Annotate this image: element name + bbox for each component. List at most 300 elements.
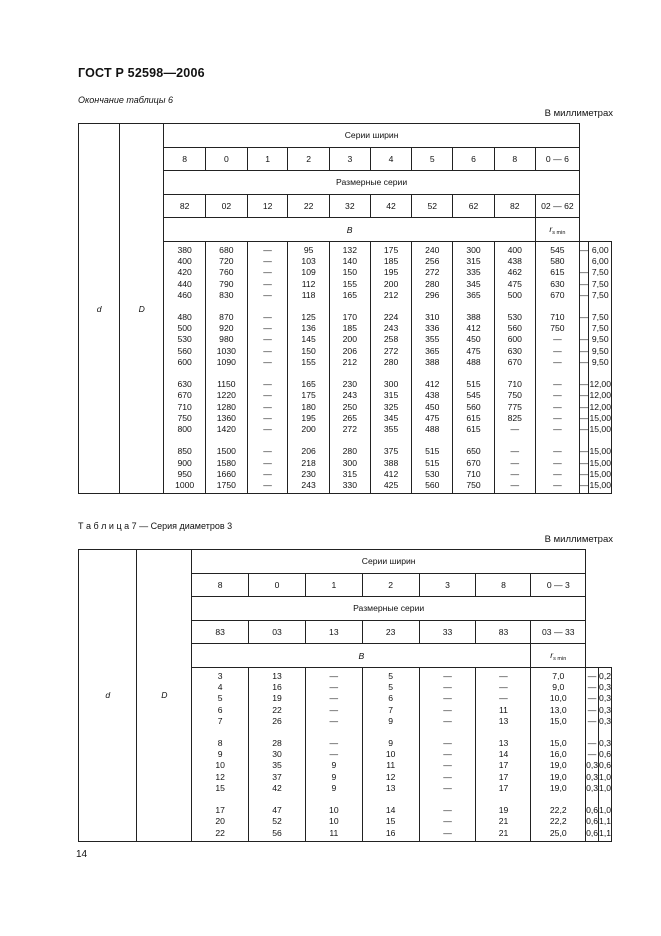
table6-cell: 132 — [342, 244, 357, 255]
table7-head-B-label: B — [358, 650, 365, 661]
table6-cell: 790 — [219, 278, 234, 289]
table6-cell: 480 — [177, 312, 192, 323]
table7-group-gap — [249, 727, 305, 738]
table6-cell: 710 — [466, 468, 481, 479]
table7-cell: 7 — [217, 715, 223, 726]
table6-cell: 145 — [301, 334, 316, 345]
table7-col-6 — [531, 667, 586, 841]
table7-cell: — — [443, 693, 452, 704]
table7-cell: 17 — [498, 760, 509, 771]
table7-cell: 13 — [498, 715, 509, 726]
table7-cell: 5 — [388, 682, 394, 693]
table6-cell: 200 — [383, 278, 399, 289]
table6-cell: — — [553, 457, 562, 468]
table6-group-gap — [536, 435, 579, 446]
table7-cell: 11 — [499, 704, 508, 715]
table7-group-gap — [476, 794, 530, 805]
table6-width-series-7: 6 — [453, 147, 494, 171]
table6-cell: 272 — [425, 267, 440, 278]
table6-group-gap — [248, 435, 288, 446]
table7-cell: 22,2 — [549, 816, 567, 827]
table6-group-gap — [453, 301, 493, 312]
table7-group-gap — [531, 794, 585, 805]
table7-col-3 — [362, 667, 419, 841]
table7-width-series-4: 3 — [419, 573, 476, 597]
table7-group-gap — [192, 727, 248, 738]
table6-head-B — [164, 218, 536, 242]
table6-cell: 1000 — [175, 479, 195, 490]
table6-cell: — — [263, 401, 272, 412]
table6-dim-series-label: Размерные серии — [164, 171, 580, 195]
table6-cell: 530 — [177, 334, 192, 345]
table7-col-7 — [586, 667, 599, 841]
table6-cell: — — [510, 423, 520, 434]
table6-cell: 825 — [507, 412, 522, 423]
table7-cell: 13,0 — [549, 704, 567, 715]
table7-cell: 0,3 — [599, 682, 611, 693]
table6-cell: — — [553, 468, 562, 479]
table7-width-series-0: 8 — [192, 573, 249, 597]
table6-cell: 1030 — [216, 345, 236, 356]
table7-units: В миллиметрах — [544, 534, 613, 545]
table6-cell: — — [579, 423, 589, 434]
table7-col-1 — [249, 667, 306, 841]
table6-width-series-label: Серии ширин — [164, 124, 580, 148]
table7-cell: 28 — [272, 738, 282, 749]
table7-cell: 6 — [217, 704, 223, 715]
table7-cell: 14 — [498, 749, 509, 760]
table6-cell: 230 — [301, 468, 316, 479]
table6-cell: 560 — [466, 401, 481, 412]
table7-cell: 0,3 — [586, 782, 599, 793]
table6-cell: 440 — [177, 278, 192, 289]
table7-col-2 — [305, 667, 362, 841]
table7-cell: 1,1 — [599, 816, 611, 827]
table6-group-gap — [495, 368, 535, 379]
table7-cell: 20 — [215, 816, 225, 827]
table6-dim-series-1: 02 — [206, 194, 248, 218]
table6-cell: 175 — [383, 244, 399, 255]
table7-cell: 13 — [272, 670, 282, 681]
table7-cell: — — [443, 771, 452, 782]
table7-cell: — — [587, 693, 597, 704]
table6-group-gap — [330, 435, 370, 446]
table6-cell: — — [263, 334, 272, 345]
table7-cell: 9 — [331, 771, 337, 782]
table7-cell: 0,6 — [599, 760, 611, 771]
table7-dim-series-1: 03 — [249, 620, 306, 644]
table6-group-gap — [248, 368, 288, 379]
table6-cell: — — [263, 345, 272, 356]
table6-col-2 — [247, 241, 288, 493]
table6-cell: 1420 — [216, 423, 236, 434]
table6-cell: — — [579, 356, 589, 367]
table6-group-gap — [330, 301, 370, 312]
table6-col-0 — [164, 241, 206, 493]
table7-cell: 21 — [498, 816, 509, 827]
table6-cell: 615 — [466, 412, 481, 423]
table6-cell: 212 — [342, 356, 357, 367]
table7-cell: — — [329, 715, 339, 726]
table7-cell: 0,3 — [599, 738, 611, 749]
table7-cell: 22,2 — [549, 805, 567, 816]
table6-group-gap — [453, 368, 493, 379]
table6-cell: — — [579, 457, 589, 468]
table6-group-gap — [164, 301, 205, 312]
table6-cell: 165 — [301, 379, 316, 390]
table6-cell: 136 — [301, 323, 316, 334]
table7-cell: 26 — [272, 715, 282, 726]
table6-group-gap — [288, 435, 328, 446]
table6-cell: 7,50 — [591, 267, 609, 278]
table7-cell: 25,0 — [549, 827, 567, 838]
table7-cell: 9 — [388, 715, 394, 726]
table7-cell: 0,6 — [586, 805, 599, 816]
table6-cell: 400 — [177, 256, 192, 267]
table6-cell: 630 — [507, 345, 522, 356]
table6-cell: — — [579, 446, 589, 457]
table6-cell: 1090 — [216, 356, 236, 367]
table6-cell: — — [579, 468, 589, 479]
table7-cell: 9 — [217, 749, 223, 760]
table6-cell: 280 — [425, 278, 440, 289]
table6-cell — [580, 256, 589, 267]
table7-cell: 12 — [385, 771, 396, 782]
table6-cell: 150 — [301, 345, 316, 356]
table6-cell: 750 — [507, 390, 522, 401]
table6-cell: — — [263, 289, 272, 300]
table6-width-series-3: 2 — [288, 147, 329, 171]
table7-cell: 5 — [217, 693, 223, 704]
table6-cell: 125 — [301, 312, 316, 323]
table7-group-gap — [531, 727, 585, 738]
table7-cell: 15 — [385, 816, 396, 827]
table6-cell: — — [579, 278, 589, 289]
table6-cell: 256 — [425, 256, 440, 267]
table6-cell: 650 — [466, 446, 481, 457]
table6-cell: 388 — [383, 457, 399, 468]
table6-cell: — — [579, 401, 589, 412]
table6-cell: 140 — [342, 256, 357, 267]
table7-cell: — — [499, 670, 508, 681]
table6-cell: — — [579, 334, 589, 345]
table7-width-series-3: 2 — [362, 573, 419, 597]
table6-cell: 345 — [466, 278, 481, 289]
table6-cell: — — [579, 390, 589, 401]
table6-cell: — — [553, 423, 562, 434]
table7-cell: — — [329, 704, 339, 715]
table6-cell: 185 — [342, 323, 357, 334]
table6-cell: — — [263, 390, 272, 401]
table6-cell: — — [579, 244, 589, 255]
table6-cell: 206 — [342, 345, 357, 356]
table6-cell: 200 — [301, 423, 316, 434]
table7-cell: 10 — [385, 749, 396, 760]
table6-cell: 365 — [425, 345, 440, 356]
table6-cell: 15,00 — [589, 457, 611, 468]
table7-width-series-5: 8 — [476, 573, 531, 597]
table6-cell: 300 — [342, 457, 357, 468]
table7-head-d-label: d — [105, 690, 111, 701]
table7-cell: 0,3 — [599, 693, 611, 704]
table7-group-gap — [192, 794, 248, 805]
table6-cell: 345 — [383, 412, 399, 423]
table6-cell: 375 — [383, 446, 399, 457]
table6-width-series-8: 8 — [494, 147, 535, 171]
table6-group-gap — [371, 435, 411, 446]
table6-cell: — — [579, 479, 589, 490]
table7-width-series-6: 0 — 3 — [531, 573, 586, 597]
table6-cell: 7,50 — [591, 312, 609, 323]
table7-head-r-sub: s min — [553, 655, 567, 662]
table6-head-r-sub: s min — [552, 229, 566, 236]
table6-col-5 — [370, 241, 411, 493]
table6-cell: 243 — [383, 323, 399, 334]
table6-cell: 515 — [425, 457, 440, 468]
table6-cell: 258 — [383, 334, 399, 345]
table6-cell: — — [510, 446, 520, 457]
table6-cell: 450 — [466, 334, 481, 345]
table7-cell: 9 — [388, 738, 394, 749]
table7-cell: — — [587, 715, 597, 726]
table6-cell: 515 — [466, 379, 481, 390]
table6-group-gap — [453, 435, 493, 446]
table6-cell: 380 — [177, 244, 192, 255]
table6-cell: — — [553, 479, 562, 490]
table6-width-series-2: 1 — [247, 147, 288, 171]
table6-cell: 315 — [383, 390, 399, 401]
table6-head-D — [120, 124, 164, 494]
table6-group-gap — [580, 368, 589, 379]
table7-cell: — — [443, 738, 452, 749]
table7-group-gap — [599, 727, 611, 738]
table6-cell: 15,00 — [589, 479, 611, 490]
table6-cell: 212 — [383, 289, 399, 300]
table6-group-gap — [288, 368, 328, 379]
table6-head-r — [535, 218, 579, 242]
table6-dim-series-6: 52 — [412, 194, 453, 218]
table6-group-gap — [580, 435, 589, 446]
table6-group-gap — [412, 368, 452, 379]
table6-cell: 670 — [177, 390, 192, 401]
table7-cell: 15,0 — [549, 715, 567, 726]
table6-cell: — — [263, 468, 272, 479]
table6-cell: 670 — [466, 457, 481, 468]
table7-cell: — — [443, 782, 452, 793]
table7-dim-series-label: Размерные серии — [192, 597, 586, 621]
table6-cell: 365 — [466, 289, 481, 300]
table6-dim-series-8: 82 — [494, 194, 535, 218]
table6-cell: 950 — [177, 468, 192, 479]
table6-cell: — — [553, 334, 562, 345]
table7-group-gap — [306, 794, 362, 805]
table6-cell: — — [553, 356, 562, 367]
table6-width-series-5: 4 — [370, 147, 411, 171]
table7-cell: 19,0 — [549, 760, 567, 771]
table6-cell: 335 — [466, 267, 481, 278]
table6-group-gap — [536, 301, 579, 312]
table7-cell: 22 — [215, 827, 225, 838]
table7-cell: 3 — [217, 670, 223, 681]
table7-width-series-label: Серии ширин — [192, 550, 586, 574]
table7-cell: 9,0 — [552, 682, 565, 693]
table6-cell: 12,00 — [589, 390, 611, 401]
table7-dim-series-5: 83 — [476, 620, 531, 644]
table7-cell: 17 — [215, 805, 225, 816]
table7-cell: — — [443, 682, 452, 693]
table6-cell: 336 — [425, 323, 440, 334]
table7-cell: 19 — [498, 805, 509, 816]
table6-cell: 272 — [342, 423, 357, 434]
table6-dim-series-7: 62 — [453, 194, 494, 218]
table6-cell: 750 — [466, 479, 481, 490]
table6-cell: — — [553, 412, 562, 423]
table7-cell: — — [587, 704, 597, 715]
table6-col-9 — [535, 241, 579, 493]
table6-cell: 1150 — [217, 379, 236, 390]
table6-cell: 250 — [342, 401, 357, 412]
table6-head-d-label: d — [96, 303, 102, 314]
table6-cell: 9,50 — [591, 334, 609, 345]
table6-cell: — — [263, 356, 272, 367]
table6-cell: 1750 — [216, 479, 236, 490]
table6-cell: — — [510, 457, 520, 468]
table6-col-1 — [206, 241, 248, 493]
table6-head-d — [79, 124, 120, 494]
table6-cell: 870 — [219, 312, 234, 323]
table7-cell: 17 — [498, 782, 509, 793]
table7-cell: — — [329, 682, 339, 693]
table7-cell: 5 — [388, 670, 394, 681]
table7-width-series-1: 0 — [249, 573, 306, 597]
table6-cell: 850 — [177, 446, 192, 457]
table6-cell: 420 — [177, 267, 192, 278]
table7-cell: 9 — [331, 782, 337, 793]
table7-dim-series-0: 83 — [192, 620, 249, 644]
table6-cell: 488 — [425, 423, 440, 434]
table6-cell: 310 — [425, 312, 440, 323]
table6-cell: — — [579, 267, 589, 278]
table6-cell: 165 — [342, 289, 357, 300]
table6-cell: 7,50 — [591, 278, 609, 289]
table6-cell: 180 — [301, 401, 316, 412]
table7-cell: 1,0 — [599, 805, 611, 816]
table6-cell: 530 — [507, 312, 522, 323]
table6-col-11 — [589, 241, 612, 493]
table6-cell: 6,00 — [591, 244, 609, 255]
table6-cell: — — [510, 468, 520, 479]
table6-cell: 150 — [342, 267, 357, 278]
table6-cell: 280 — [342, 446, 357, 457]
table7-cell: 4 — [217, 682, 223, 693]
table6-cell: — — [263, 423, 272, 434]
table7-cell: 19,0 — [549, 771, 567, 782]
table6-cell: 218 — [301, 457, 316, 468]
table7-cell: 16 — [272, 682, 282, 693]
table6-cell: 200 — [342, 334, 357, 345]
table6-cell: — — [263, 479, 272, 490]
table6-group-gap — [412, 301, 452, 312]
table7-cell: 47 — [272, 805, 282, 816]
table6-cell: 630 — [550, 278, 565, 289]
table7 — [78, 549, 612, 842]
table6-width-series-6: 5 — [412, 147, 453, 171]
table6-cell: 7,50 — [591, 323, 609, 334]
table6-cell: — — [263, 267, 272, 278]
table7-cell: — — [443, 749, 452, 760]
table6-dim-series-4: 32 — [329, 194, 370, 218]
table6-group-gap — [536, 368, 579, 379]
table7-head-D-label: D — [161, 690, 168, 701]
table6-caption: Окончание таблицы 6 — [78, 95, 173, 105]
table6-cell: — — [263, 457, 272, 468]
table6-cell: 1500 — [216, 446, 236, 457]
table6-cell: 95 — [303, 244, 314, 255]
table7-head-r-label: r — [550, 649, 554, 660]
table6-cell — [580, 323, 589, 334]
table6-cell: 230 — [342, 379, 357, 390]
table6-col-3 — [288, 241, 329, 493]
table6-group-gap — [495, 435, 535, 446]
table6-cell: 325 — [383, 401, 399, 412]
table6-cell: 15,00 — [589, 446, 611, 457]
table6-cell: 412 — [383, 468, 399, 479]
table6-width-series-1: 0 — [206, 147, 248, 171]
table7-cell: 37 — [272, 771, 282, 782]
table7-cell: 13 — [498, 738, 509, 749]
table6-cell: — — [553, 390, 562, 401]
table6-cell: — — [263, 312, 272, 323]
table7-cell: 8 — [217, 738, 223, 749]
table6-group-gap — [371, 301, 411, 312]
table6-cell: 670 — [507, 356, 522, 367]
table6-group-gap — [206, 368, 247, 379]
table7-cell: — — [443, 670, 452, 681]
table6-group-gap — [206, 435, 247, 446]
table7-cell: — — [587, 670, 597, 681]
table7-cell: 9 — [331, 760, 337, 771]
table7-cell: 0,3 — [599, 715, 611, 726]
table6-cell: 425 — [383, 479, 399, 490]
table6-cell: 530 — [425, 468, 440, 479]
table7-cell: 12 — [215, 771, 225, 782]
table7-group-gap — [363, 727, 419, 738]
table7-group-gap — [420, 794, 476, 805]
table6-cell: — — [579, 379, 589, 390]
table6-cell: 560 — [177, 345, 192, 356]
table6-group-gap — [412, 435, 452, 446]
table6-cell: — — [579, 312, 589, 323]
table6-cell: 600 — [177, 356, 192, 367]
table6-cell: 206 — [301, 446, 316, 457]
table6-cell: 272 — [383, 345, 399, 356]
table6-group-gap — [495, 301, 535, 312]
table6-cell: 710 — [177, 401, 192, 412]
table7-group-gap — [420, 727, 476, 738]
table7-cell: 16 — [385, 827, 396, 838]
table6-cell: 710 — [550, 312, 565, 323]
table6-cell: — — [579, 289, 589, 300]
table6-cell: 750 — [550, 323, 565, 334]
table6-cell: 680 — [219, 244, 234, 255]
table6-col-8 — [494, 241, 535, 493]
table7-cell: 0,6 — [599, 749, 611, 760]
table6-width-series-0: 8 — [164, 147, 206, 171]
table6-group-gap — [164, 368, 205, 379]
table7-dim-series-2: 13 — [305, 620, 362, 644]
table7-cell: 0,3 — [599, 704, 611, 715]
table6-cell: 1280 — [216, 401, 236, 412]
